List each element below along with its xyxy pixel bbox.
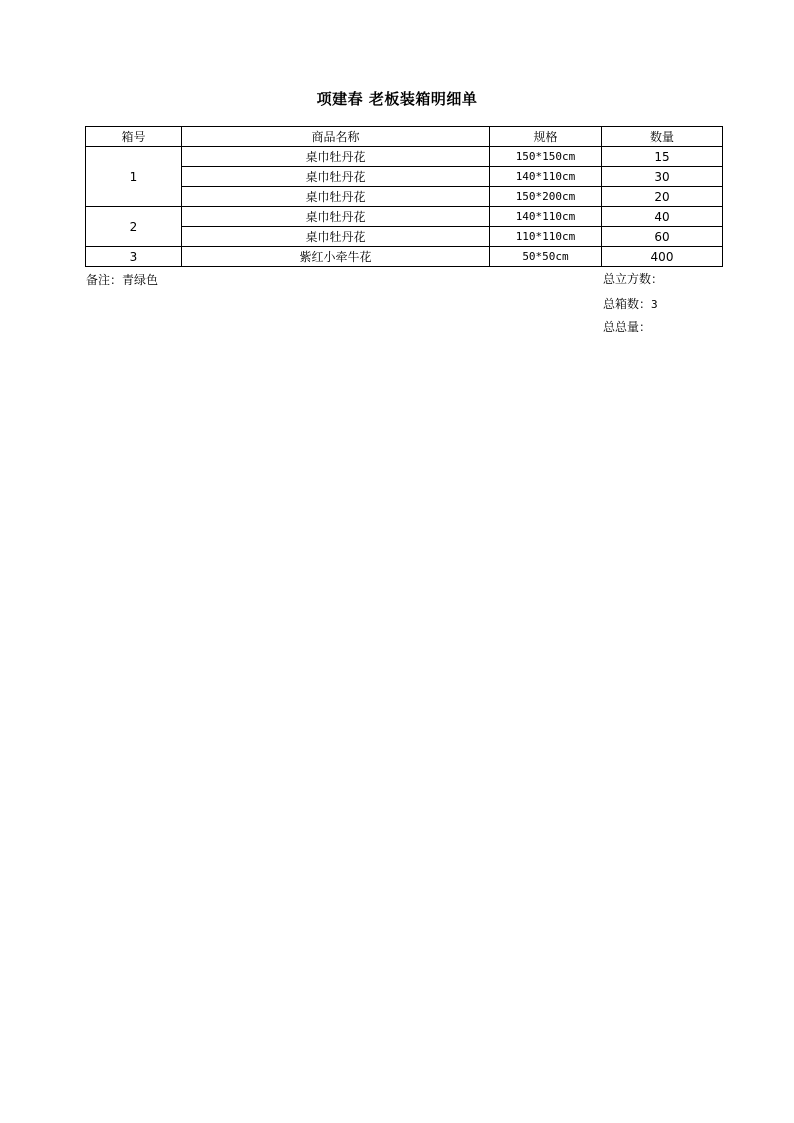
table-row bbox=[86, 247, 723, 267]
product-name-cell: 桌巾牡丹花 bbox=[182, 147, 490, 167]
spec-cell: 150*200cm bbox=[490, 187, 602, 207]
table-row bbox=[86, 227, 723, 247]
quantity-cell: 400 bbox=[602, 247, 723, 267]
remark-note: 备注：青绿色 bbox=[86, 273, 159, 287]
product-name-cell: 桌巾牡丹花 bbox=[182, 227, 490, 247]
quantity-cell: 30 bbox=[602, 167, 723, 187]
quantity-cell: 20 bbox=[602, 187, 723, 207]
product-name-cell: 紫红小牵牛花 bbox=[182, 247, 490, 267]
spec-cell: 140*110cm bbox=[490, 207, 602, 227]
header-quantity: 数量 bbox=[602, 127, 723, 147]
header-spec: 规格 bbox=[490, 127, 602, 147]
table-row bbox=[86, 147, 723, 167]
spec-cell: 50*50cm bbox=[490, 247, 602, 267]
quantity-cell: 60 bbox=[602, 227, 723, 247]
total-volume-label: 总立方数： bbox=[603, 272, 664, 286]
packing-list-table bbox=[85, 126, 723, 267]
header-box-no: 箱号 bbox=[86, 127, 182, 147]
box-number-cell: 2 bbox=[86, 207, 182, 247]
total-weight-line bbox=[603, 318, 651, 335]
box-number-cell: 1 bbox=[86, 147, 182, 207]
total-volume-line bbox=[603, 270, 663, 287]
quantity-cell: 15 bbox=[602, 147, 723, 167]
quantity-cell: 40 bbox=[602, 207, 723, 227]
table-header-row bbox=[86, 127, 723, 147]
table-row bbox=[86, 187, 723, 207]
product-name-cell: 桌巾牡丹花 bbox=[182, 167, 490, 187]
total-weight-label: 总总量： bbox=[603, 320, 652, 334]
total-boxes-label: 总箱数： bbox=[603, 297, 652, 311]
document-title: 项建春 老板装箱明细单 bbox=[316, 90, 478, 108]
total-boxes-line bbox=[603, 295, 658, 312]
header-product-name: 商品名称 bbox=[182, 127, 490, 147]
total-boxes-value: 3 bbox=[651, 298, 658, 311]
spec-cell: 110*110cm bbox=[490, 227, 602, 247]
spec-cell: 150*150cm bbox=[490, 147, 602, 167]
product-name-cell: 桌巾牡丹花 bbox=[182, 187, 490, 207]
table-row bbox=[86, 207, 723, 227]
product-name-cell: 桌巾牡丹花 bbox=[182, 207, 490, 227]
box-number-cell: 3 bbox=[86, 247, 182, 267]
table-row bbox=[86, 167, 723, 187]
spec-cell: 140*110cm bbox=[490, 167, 602, 187]
